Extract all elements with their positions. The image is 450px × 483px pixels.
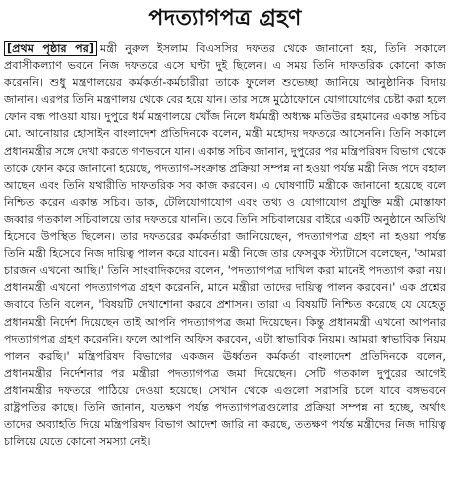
paragraph-text: মন্ত্রী নুরুল ইসলাম বিএসসির দফতর থেকে জানানো হয়, তিনি সকালে প্রবাসীকল্যাণ ভবনে নিজ দফতরে এসে ঘণ্টা দুই ছিলেন। এ সময় তিনি দাফতরিক কোনো কাজ করেননি। শুধু মন্ত্রণালয়ের কর্মকর্তা-কর্মচারীরা তাকে ফুলেল শুভেচ্ছা জানিয়ে আনুষ্ঠানিক বিদায় জানান। এরপর তিনি মন্ত্রণালয় থেকে বের হয়ে যান। তার সঙ্গে মুঠোফোনে যোগাযোগের চেষ্টা করা হলে ফোন বন্ধ পাওয়া যায়। দুপুরে ধর্ম মন্ত্রণালয়ে খোঁজ নিলে ধর্মমন্ত্রী অধ্যক্ষ মতিউর রহমানের একান্ত সচিব মো. আনোয়ার হোসাইন বাংলাদেশ প্রতিদিনকে বলেন, মন্ত্রী মহোদয় দফতরে আসেননি। তিনি সকালে প্রধানমন্ত্রীর সঙ্গে দেখা করতে গণভবনে যান। একান্ত সচিব জানান, দুপুরের পর মন্ত্রিপরিষদ বিভাগ থেকে তাকে ফোন করে জানানো হয়েছে, পদত্যাগ-সংক্রান্ত প্রক্রিয়া সম্পন্ন না হওয়া পর্যন্ত মন্ত্রী নিজ পদে বহাল আছেন এবং তিনি যথারীতি দাফতরিক সব কাজ করবেন। এ ঘোষণাটি মন্ত্রীকে জানানো হয়েছে বলে নিশ্চিত করেন একান্ত সচিব। ডাক, টেলিযোগাযোগ এবং তথ্য ও যোগাযোগ প্রযুক্তি মন্ত্রী মোস্তাফা জব্বার গতকাল সচিবালয়ে তার দফতরে যাননি। তবে তিনি সচিবালয়ের বাইরে একটি অনুষ্ঠানে অতিথি হিসেবে উপস্থিত ছিলেন। তার দফতরের কর্মকর্তারা জানিয়েছেন, পদত্যাগপত্র গ্রহণ না হওয়া পর্যন্ত তিনি মন্ত্রী হিসেবে নিজ দায়িত্ব পালন করে যাবেন। মন্ত্রী নিজে তার ফেসবুক স্ট্যাটাসে বলেছেন, 'আমরা চারজন এখনো আছি।' তিনি সাংবাদিকদের বলেন, 'পদত্যাগপত্র দাখিল করা মানেই পদত্যাগ করা নয়। প্রধানমন্ত্রী এখনো পদত্যাগপত্র গ্রহণ করেননি, মানে মন্ত্রীরা তাদের দায়িত্ব পালন করবেন।' এক প্রশ্নের জবাবে তিনি বলেন, 'বিষয়টি দেখাশোনা করবে প্রশাসন। তারা এ বিষয়টি নিশ্চিত করেছে যে যেহেতু প্রধানমন্ত্রী নির্দেশ দিয়েছেন তাই আপনি পদত্যাগপত্র জমা দিয়েছেন। কিন্তু প্রধানমন্ত্রী এখনো আপনার পদত্যাগপত্র গ্রহণ করেননি। ফলে আপনি অফিস করবেন, এটা স্বাভাবিক নিয়ম। আমরা স্বাভাবিক নিয়ম পালন করছি।' মন্ত্রিপরিষদ বিভাগের একজন ঊর্ধ্বতন কর্মকর্তা বাংলাদেশ প্রতিদিনকে বলেন, প্রধানমন্ত্রীর নির্দেশনার পর মন্ত্রীরা পদত্যাগপত্র জমা দিয়েছেন। সেটি গতকাল দুপুরের আগেই প্রধানমন্ত্রীর দফতরে পাঠিয়ে দেওয়া হয়েছে। সেখান থেকে এগুলো সরাসরি চলে যাবে বঙ্গভবনে রাষ্ট্রপতির কাছে। তিনি জানান, যতক্ষণ পর্যন্ত পদত্যাগপত্রগুলোর প্রক্রিয়া সম্পন্ন না হচ্ছে, অর্থাৎ তাদের অব্যাহতি দিয়ে মন্ত্রিপরিষদ বিভাগ আদেশ জারি না করছে, ততক্ষণ পর্যন্ত মন্ত্রীদের নিজ দায়িত্ব চালিয়ে যেতে কোনো সমস্যা নেই। [4,42,446,449]
article-body [4,40,446,480]
continuation-tag: [প্রথম পৃষ্ঠার পর] [4,41,97,56]
article-paragraph [4,40,446,450]
article-headline: পদত্যাগপত্র গ্রহণ [148,6,302,31]
